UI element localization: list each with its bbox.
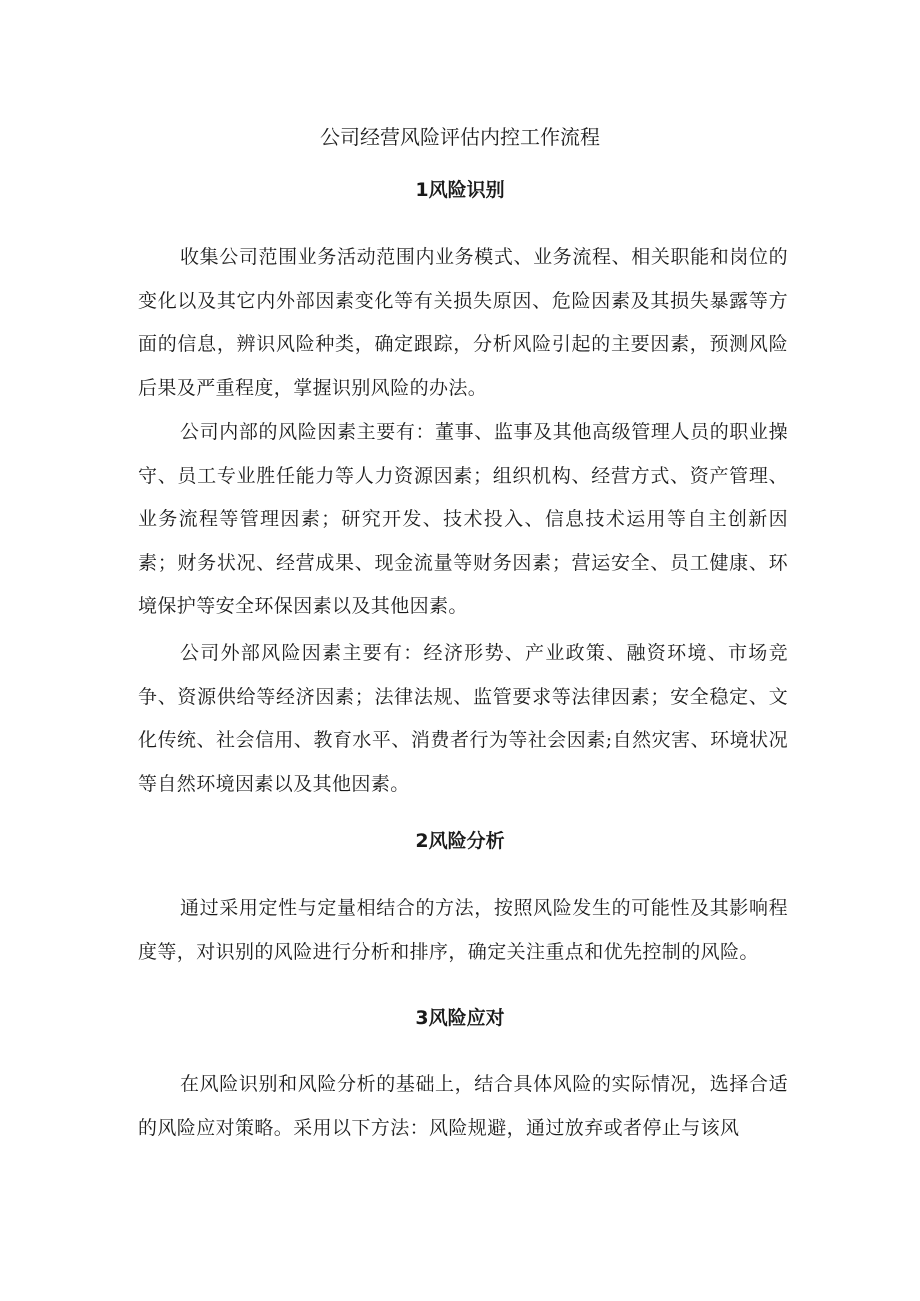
paragraph-internal-risk-factors: 公司内部的风险因素主要有：董事、监事及其他高级管理人员的职业操守、员工专业胜任能力等人力资源因素；组织机构、经营方式、资产管理、业务流程等管理因素；研究开发、技术投入、信息技术运用等自主创新因素；财务状况、经营成果、现金流量等财务因素；营运安全、员工健康、环境保护等安全环保因素以及其他因素。 [138,421,788,617]
document-title: 公司经营风险评估内控工作流程 [320,125,600,149]
section-heading-risk-response: 3风险应对 [415,1007,505,1029]
section-heading-risk-identification: 1风险识别 [415,179,505,201]
paragraph-risk-identification-intro: 收集公司范围业务活动范围内业务模式、业务流程、相关职能和岗位的变化以及其它内外部因素变化等有关损失原因、危险因素及其损失暴露等方面的信息，辨识风险种类，确定跟踪，分析风险引起的主要因素，预测风险后果及严重程度，掌握识别风险的办法。 [138,246,788,399]
section-heading-risk-analysis: 2风险分析 [415,830,505,852]
paragraph-risk-analysis: 通过采用定性与定量相结合的方法，按照风险发生的可能性及其影响程度等，对识别的风险进行分析和排序，确定关注重点和优先控制的风险。 [138,897,788,963]
paragraph-external-risk-factors: 公司外部风险因素主要有：经济形势、产业政策、融资环境、市场竞争、资源供给等经济因素；法律法规、监管要求等法律因素；安全稳定、文化传统、社会信用、教育水平、消费者行为等社会因素;自然灾害、环境状况等自然环境因素以及其他因素。 [138,642,788,795]
paragraph-risk-response: 在风险识别和风险分析的基础上，结合具体风险的实际情况，选择合适的风险应对策略。采用以下方法：风险规避，通过放弃或者停止与该风 [138,1073,788,1139]
